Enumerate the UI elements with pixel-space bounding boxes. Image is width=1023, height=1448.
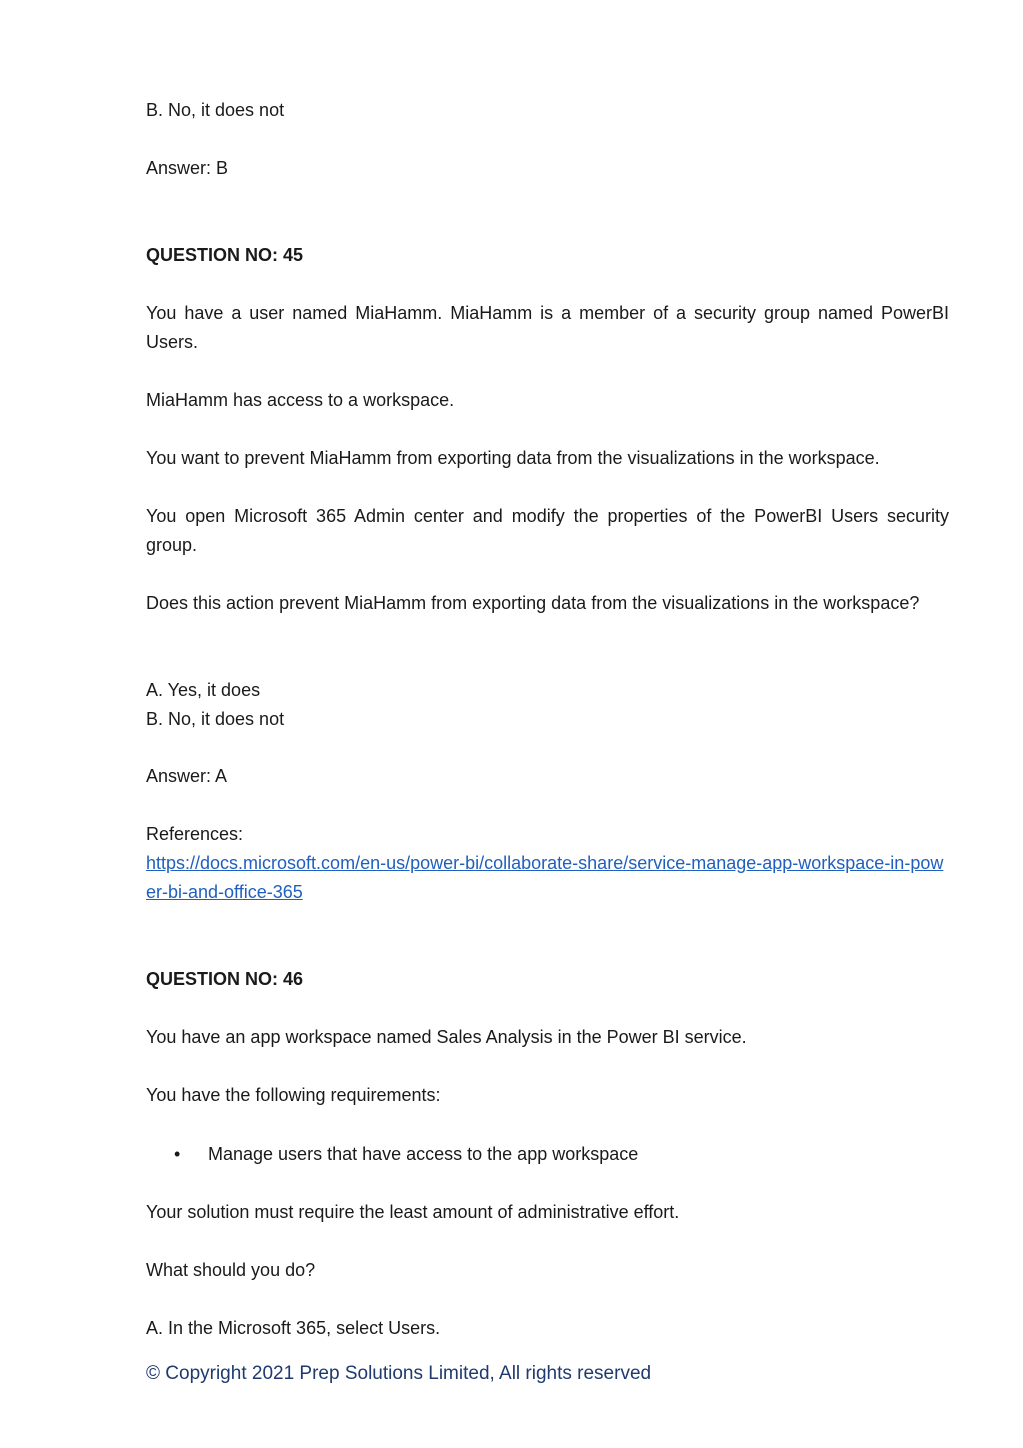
question-45-option-a: A. Yes, it does	[146, 680, 261, 700]
prev-option-b: B. No, it does not	[146, 100, 285, 120]
copyright-footer: © Copyright 2021 Prep Solutions Limited, All rights reserved	[146, 1363, 652, 1384]
question-45-question: Does this action prevent MiaHamm from exporting data from the visualizations in the workspace?	[146, 593, 920, 613]
question-46-paragraph-3: Your solution must require the least amount of administrative effort.	[146, 1202, 680, 1222]
question-46-option-a: A. In the Microsoft 365, select Users.	[146, 1318, 441, 1338]
question-46-paragraph-2: You have the following requirements:	[146, 1085, 441, 1105]
reference-link[interactable]: https://docs.microsoft.com/en-us/power-bi/collaborate-share/service-manage-app-workspace-in-power-bi-and-office-365	[146, 853, 944, 902]
bullet-icon: •	[174, 1144, 181, 1164]
question-46-paragraph-4: What should you do?	[146, 1260, 316, 1280]
question-45-option-b: B. No, it does not	[146, 709, 285, 729]
prev-answer: Answer: B	[146, 158, 229, 178]
question-45-paragraph-3: You want to prevent MiaHamm from exporting data from the visualizations in the workspace.	[146, 448, 880, 468]
question-45-answer: Answer: A	[146, 766, 228, 786]
question-46-heading: QUESTION NO: 46	[146, 969, 304, 989]
question-45-paragraph-1: You have a user named MiaHamm. MiaHamm is a member of a security group named PowerBI Users.	[146, 303, 949, 352]
question-45-paragraph-4: You open Microsoft 365 Admin center and modify the properties of the PowerBI Users security group.	[146, 506, 949, 555]
document-page	[146, 0, 949, 1448]
question-46-paragraph-1: You have an app workspace named Sales Analysis in the Power BI service.	[146, 1027, 747, 1047]
references-label: References:	[146, 824, 244, 844]
question-45-paragraph-2: MiaHamm has access to a workspace.	[146, 390, 455, 410]
question-45-heading: QUESTION NO: 45	[146, 245, 304, 265]
requirement-list-item: Manage users that have access to the app workspace	[208, 1144, 639, 1164]
